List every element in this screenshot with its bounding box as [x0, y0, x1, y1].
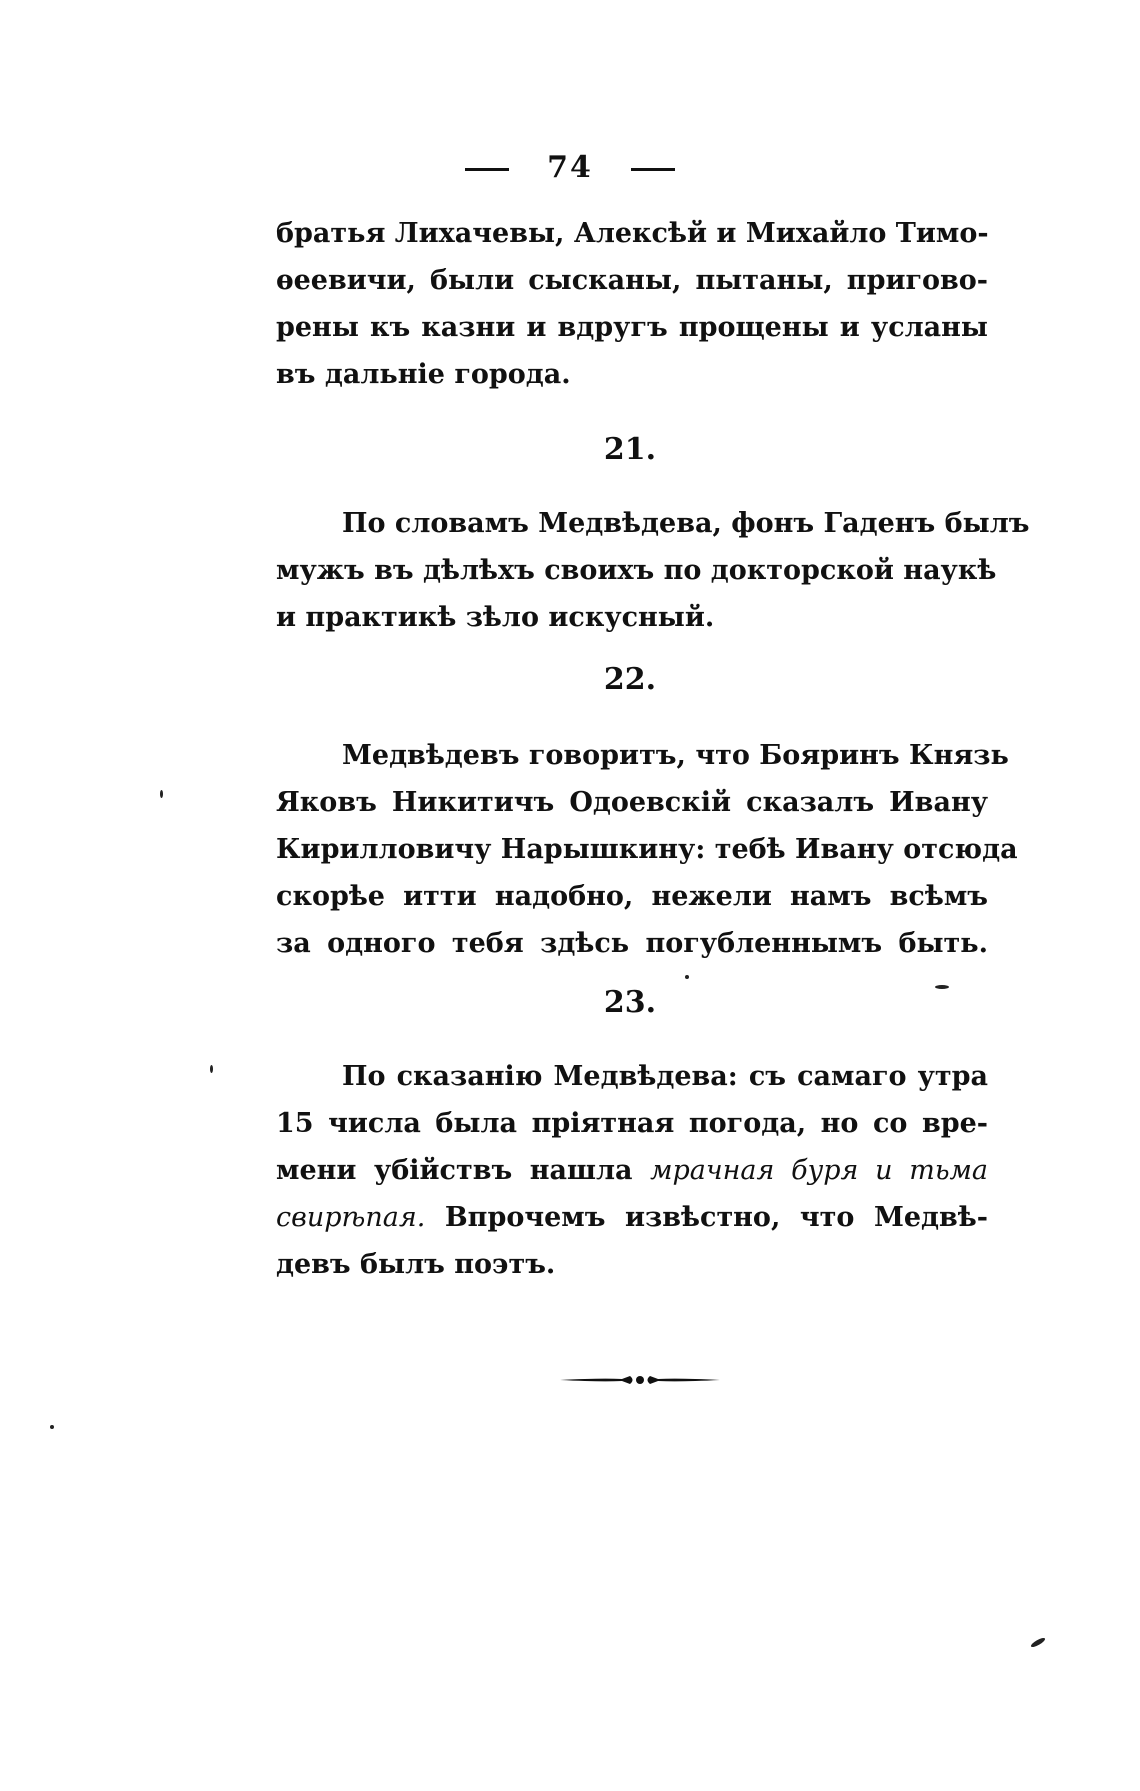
print-speck	[1030, 1636, 1046, 1648]
section-number-21: 21.	[603, 432, 657, 467]
text-segment: Впрочемъ извѣстно, что Медвѣ-	[444, 1202, 988, 1233]
tailpiece-ornament-icon	[560, 1370, 720, 1390]
italic-quote: мрачная буря и тьма	[650, 1155, 989, 1186]
text-line: Кирилловичу Нарышкину: тебѣ Ивану отсюда	[276, 834, 1018, 865]
text-line: въ дальніе города.	[276, 359, 571, 390]
print-speck	[160, 790, 163, 798]
text-line: и практикѣ зѣло искусный.	[276, 602, 715, 633]
text-line: братья Лихачевы, Алексѣй и Михайло Тимо-	[276, 218, 989, 249]
print-speck	[50, 1425, 54, 1429]
text-line: Яковъ Никитичъ Одоевскій сказалъ Ивану	[276, 787, 988, 818]
text-line: мужъ въ дѣлѣхъ своихъ по докторской наукѣ	[276, 555, 997, 586]
page-header	[0, 150, 1140, 185]
print-speck	[210, 1065, 213, 1073]
text-line: скорѣе итти надобно, нежели намъ всѣмъ	[276, 881, 988, 912]
header-dash-left	[465, 168, 509, 171]
text-segment: мени убійствъ нашла	[276, 1155, 633, 1186]
text-line: По сказанію Медвѣдева: съ самаго утра	[342, 1061, 988, 1092]
text-line: девъ былъ поэтъ.	[276, 1249, 556, 1280]
text-line: ѳеевичи, были сысканы, пытаны, пригово-	[276, 265, 988, 296]
print-speck	[935, 985, 949, 989]
page-number: 74	[547, 150, 593, 185]
text-line: По словамъ Медвѣдева, фонъ Гаденъ былъ	[342, 508, 1030, 539]
print-speck	[685, 975, 689, 979]
italic-quote: свирѣпая.	[276, 1202, 426, 1233]
text-line: за одного тебя здѣсь погубленнымъ быть.	[276, 928, 988, 959]
text-line: 15 числа была пріятная погода, но со вре-	[276, 1108, 988, 1139]
header-dash-right	[631, 168, 675, 171]
text-line: рены къ казни и вдругъ прощены и усланы	[276, 312, 988, 343]
section-number-22: 22.	[603, 662, 657, 697]
section-22-paragraph	[276, 732, 1018, 967]
section-23-paragraph	[276, 1053, 988, 1288]
paragraph-intro	[276, 210, 988, 398]
text-line	[276, 1147, 988, 1194]
section-21-paragraph	[276, 500, 1030, 641]
text-line: Медвѣдевъ говоритъ, что Бояринъ Князь	[342, 740, 1009, 771]
text-line	[276, 1194, 988, 1241]
section-number-23: 23.	[603, 985, 657, 1020]
